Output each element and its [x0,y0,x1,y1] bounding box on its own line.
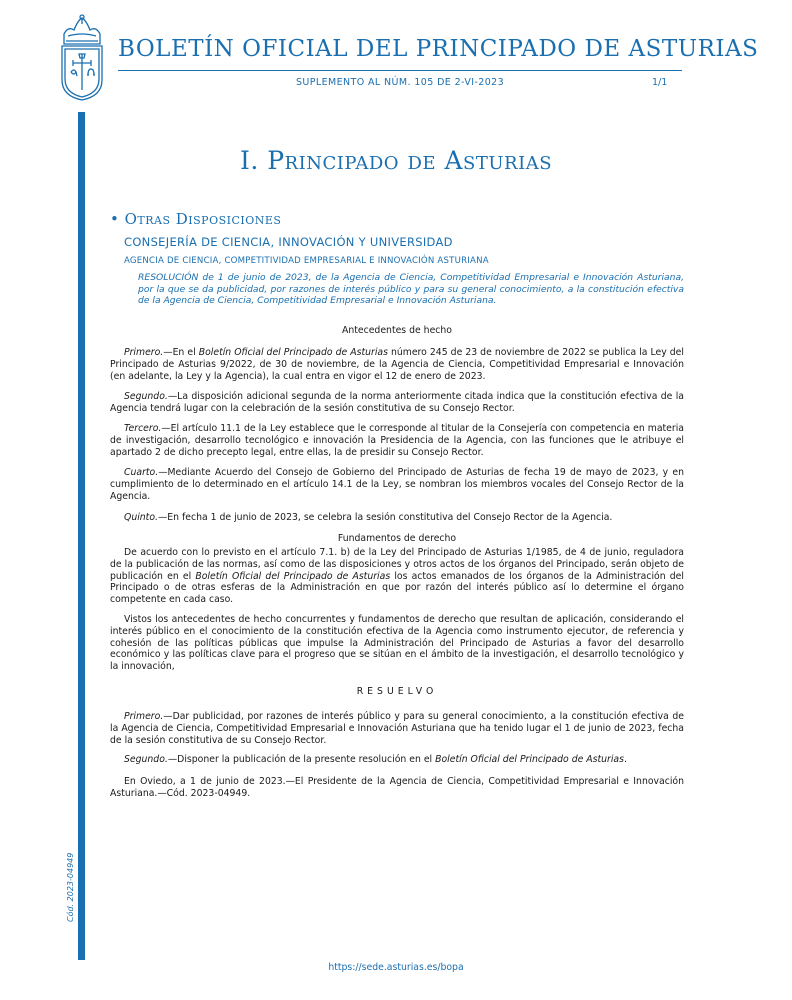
page-number: 1/1 [652,77,668,88]
document-code-label: Cód. 2023-04949 [66,852,75,922]
antecedente-primero: Primero.—En el Boletín Oficial del Principado de Asturias número 245 de 23 de noviembre de 2022 se publica la Ley del Principado de Asturias 9/2022, de 30 de noviembre, de la Agencia de Ciencia, Competitividad Empresarial e Innovación (en adelante, la Ley y la Agencia), la cual entra en vigor el 12 de enero de 2023. [110,347,684,382]
sidebar-bar [78,112,85,960]
fundamento-1: De acuerdo con lo previsto en el artículo 7.1. b) de la Ley del Principado de Asturias 1/1985, de 4 de junio, reguladora de la publicación de las normas, así como de las disposiciones y otros actos de los órganos del Principado, serán objeto de publicación en el Boletín Oficial del Principado de Asturias los actos emanados de los órganos de la Administración del Principado o de otras esferas de la Administración en que por razón del interés público así lo determine el órgano competente en cada caso. [110,547,684,606]
document-code-vertical [62,842,76,922]
subsection-title: • Otras Disposiciones [110,210,282,228]
resuelvo-heading: RESUELVO [356,686,438,697]
supplement-number: SUPLEMENTO AL NÚM. 105 DE 2-VI-2023 [296,77,505,88]
fundamentos-heading: Fundamentos de derecho [337,533,457,544]
header-rule [118,70,682,71]
section-title: I. Principado de Asturias [239,146,553,175]
journal-title: BOLETÍN OFICIAL DEL PRINCIPADO DE ASTURIAS [118,36,759,62]
antecedente-tercero: Tercero.—El artículo 11.1 de la Ley establece que le corresponde al titular de la Consejería con competencia en materia de investigación, desarrollo tecnológico e innovación la Presidencia de la Agencia, con las funciones que le atribuye el apartado 2 de dicho precepto legal, entre ellas, la de presidir su Consejo Rector. [110,423,684,458]
resuelvo-primero: Primero.—Dar publicidad, por razones de interés público y para su general conocimiento, a la constitución efectiva de la Agencia de Ciencia, Competitividad Empresarial e Innovación Asturiana que ha tenido lugar el 1 de junio de 2023, fecha de la sesión constitutiva de su Consejo Rector. [110,711,684,746]
resolution-title: RESOLUCIÓN de 1 de junio de 2023, de la Agencia de Ciencia, Competitividad Empresarial e Innovación Asturiana, por la que se da publicidad, por razones de interés público y para su general conocimiento, a la constitución efectiva de la Agencia de Ciencia, Competitividad Empresarial e Innovación Asturiana. [138,272,684,306]
closing-signature: En Oviedo, a 1 de junio de 2023.—El Presidente de la Agencia de Ciencia, Competitividad Empresarial e Innovación Asturiana.—Cód. 2023-04949. [110,776,684,799]
footer-url-link[interactable]: https://sede.asturias.es/bopa [328,962,464,973]
antecedente-segundo: Segundo.—La disposición adicional segunda de la norma anteriormente citada indica que la constitución efectiva de la Agencia tendrá lugar con la celebración de la sesión constitutiva de su Consejo Rector. [110,391,684,414]
resuelvo-segundo: Segundo.—Disponer la publicación de la presente resolución en el Boletín Oficial del Principado de Asturias. [124,754,627,765]
consejeria-name: CONSEJERÍA DE CIENCIA, INNOVACIÓN Y UNIVERSIDAD [124,235,453,249]
agency-name: AGENCIA DE CIENCIA, COMPETITIVIDAD EMPRESARIAL E INNOVACIÓN ASTURIANA [124,256,489,266]
fundamento-2: Vistos los antecedentes de hecho concurrentes y fundamentos de derecho que resultan de aplicación, considerando el interés público en el conocimiento de la constitución efectiva de la Agencia como instrumento ejecutor, de referencia y cohesión de las políticas públicas que impulse la Administración del Principado de Asturias a favor del desarrollo económico y las políticas clave para el progreso que se sitúan en el ámbito de la investigación, el desarrollo tecnológico y la innovación, [110,614,684,673]
coat-of-arms-icon [54,14,110,102]
antecedentes-heading: Antecedentes de hecho [341,325,452,336]
antecedente-quinto: Quinto.—En fecha 1 de junio de 2023, se celebra la sesión constitutiva del Consejo Rector de la Agencia. [124,512,613,523]
antecedente-cuarto: Cuarto.—Mediante Acuerdo del Consejo de Gobierno del Principado de Asturias de fecha 19 de mayo de 2023, y en cumplimiento de lo determinado en el artículo 14.1 de la Ley, se nombran los miembros vocales del Consejo Rector de la Agencia. [110,467,684,502]
